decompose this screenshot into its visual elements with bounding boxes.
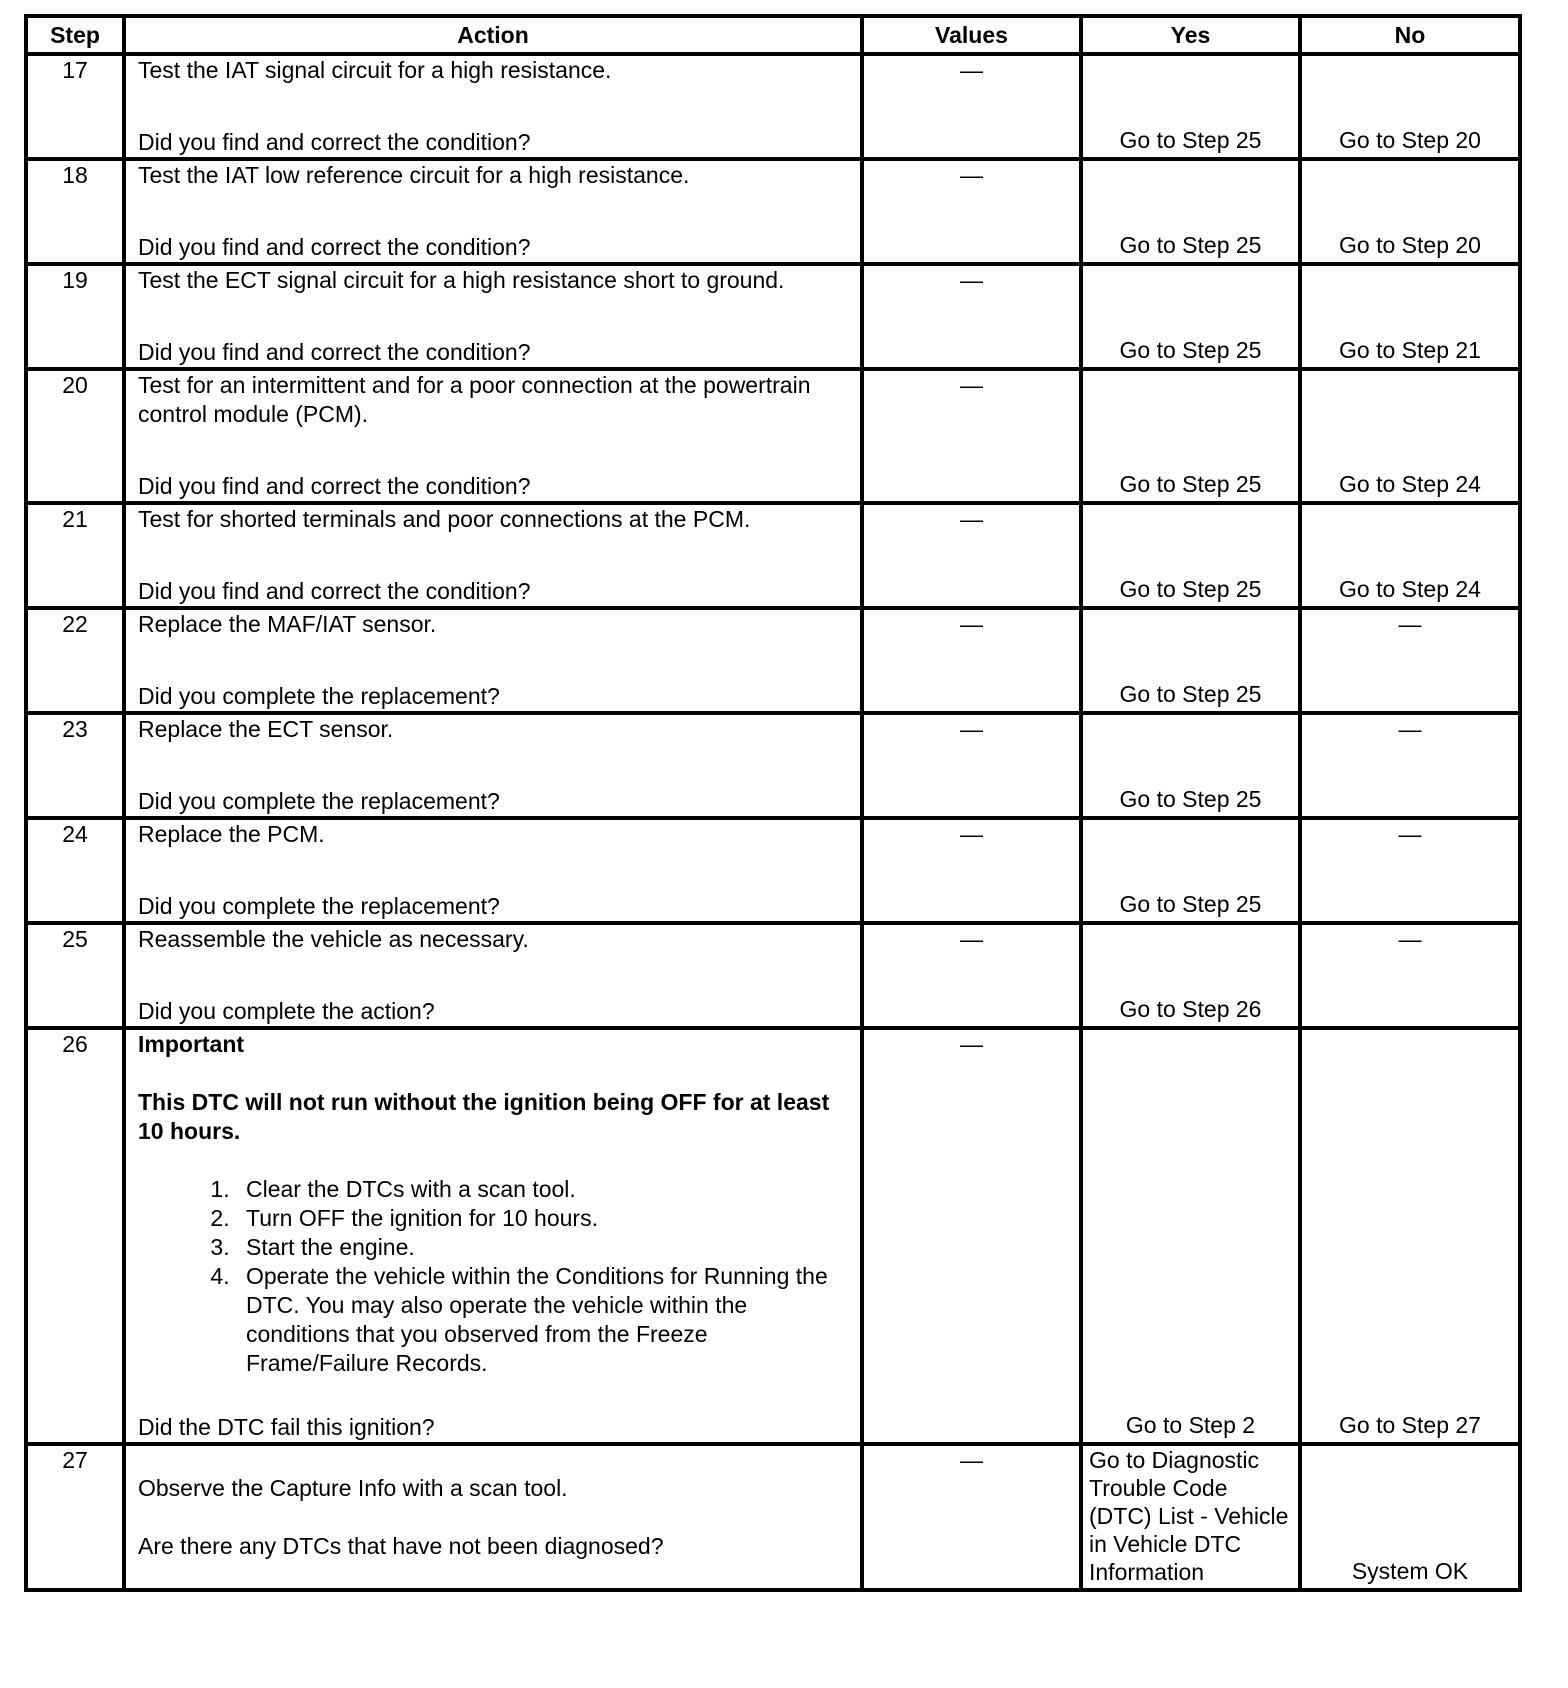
important-block	[138, 1030, 848, 1378]
header-values: Values	[862, 16, 1081, 54]
action-cell	[124, 54, 862, 159]
yes-text: Go to Step 25	[1119, 471, 1262, 497]
table-row	[26, 1028, 1520, 1444]
no-cell: —	[1300, 713, 1520, 818]
yes-cell	[1081, 264, 1300, 369]
no-cell	[1300, 369, 1520, 503]
table-row	[26, 923, 1520, 1028]
action-question: Are there any DTCs that have not been diagnosed?	[138, 1532, 664, 1559]
no-text: Go to Step 20	[1339, 127, 1481, 153]
action-cell	[124, 159, 862, 264]
no-cell: —	[1300, 608, 1520, 713]
action-text: Replace the MAF/IAT sensor.	[138, 611, 437, 637]
step-number: 25	[26, 923, 124, 1028]
yes-text: Go to Step 25	[1119, 681, 1262, 707]
table-row	[26, 608, 1520, 713]
step-number: 24	[26, 818, 124, 923]
list-item: 4. Operate the vehicle within the Conditions for Running the DTC. You may also operate the vehicle within the conditions that you observed from the Freeze Frame/Failure Records.	[236, 1262, 848, 1378]
yes-text: Go to Step 25	[1119, 891, 1262, 917]
yes-text: Go to Diagnostic Trouble Code (DTC) List - Vehicle in Vehicle DTC Information	[1089, 1447, 1289, 1585]
action-cell	[124, 818, 862, 923]
no-text: Go to Step 20	[1339, 232, 1481, 258]
no-cell: —	[1300, 923, 1520, 1028]
action-question: Did you find and correct the condition?	[138, 339, 531, 365]
action-text: Test the IAT low reference circuit for a high resistance.	[138, 162, 690, 188]
table-row	[26, 369, 1520, 503]
yes-cell	[1081, 818, 1300, 923]
yes-text: Go to Step 2	[1125, 1412, 1256, 1438]
action-question: Did you find and correct the condition?	[138, 129, 531, 155]
action-cell	[124, 264, 862, 369]
step-number: 19	[26, 264, 124, 369]
action-question: Did the DTC fail this ignition?	[138, 1414, 435, 1440]
table-row	[26, 503, 1520, 608]
step-number: 23	[26, 713, 124, 818]
diagnostic-table	[24, 14, 1522, 1592]
values-cell: —	[862, 818, 1081, 923]
action-text: Test the IAT signal circuit for a high resistance.	[138, 57, 612, 83]
list-item: 1. Clear the DTCs with a scan tool.	[236, 1175, 848, 1204]
important-title: Important	[138, 1031, 245, 1057]
action-cell	[124, 608, 862, 713]
yes-text: Go to Step 25	[1119, 127, 1262, 153]
no-cell	[1300, 264, 1520, 369]
table-row	[26, 818, 1520, 923]
yes-cell	[1081, 54, 1300, 159]
yes-text: Go to Step 25	[1119, 232, 1262, 258]
action-question: Did you complete the replacement?	[138, 788, 500, 814]
header-action: Action	[124, 16, 862, 54]
step-number: 27	[26, 1444, 124, 1590]
values-cell: —	[862, 503, 1081, 608]
no-cell	[1300, 1028, 1520, 1444]
step-number: 18	[26, 159, 124, 264]
table-row	[26, 54, 1520, 159]
header-no: No	[1300, 16, 1520, 54]
action-text: Observe the Capture Info with a scan tool.	[138, 1474, 568, 1501]
step-number: 22	[26, 608, 124, 713]
action-cell	[124, 923, 862, 1028]
yes-cell	[1081, 1444, 1300, 1590]
yes-text: Go to Step 25	[1119, 337, 1262, 363]
action-cell	[124, 503, 862, 608]
values-cell: —	[862, 264, 1081, 369]
no-cell	[1300, 54, 1520, 159]
action-cell	[124, 1444, 862, 1590]
important-text: This DTC will not run without the ignition being OFF for at least 10 hours.	[138, 1089, 830, 1144]
values-cell: —	[862, 923, 1081, 1028]
action-question: Did you find and correct the condition?	[138, 473, 531, 499]
action-cell	[124, 713, 862, 818]
action-text: Test the ECT signal circuit for a high resistance short to ground.	[138, 267, 785, 293]
values-cell: —	[862, 369, 1081, 503]
no-text: Go to Step 24	[1339, 471, 1481, 497]
step-number: 20	[26, 369, 124, 503]
action-cell	[124, 1028, 862, 1444]
action-text: Reassemble the vehicle as necessary.	[138, 926, 529, 952]
step-number: 26	[26, 1028, 124, 1444]
no-cell: —	[1300, 818, 1520, 923]
header-row	[26, 16, 1520, 54]
no-cell	[1300, 159, 1520, 264]
action-cell	[124, 369, 862, 503]
list-item: 3. Start the engine.	[236, 1233, 848, 1262]
yes-cell	[1081, 923, 1300, 1028]
no-text: Go to Step 27	[1339, 1412, 1481, 1438]
action-question: Did you find and correct the condition?	[138, 578, 531, 604]
action-text: Replace the ECT sensor.	[138, 716, 394, 742]
yes-cell	[1081, 503, 1300, 608]
values-cell: —	[862, 713, 1081, 818]
yes-cell	[1081, 369, 1300, 503]
yes-cell	[1081, 1028, 1300, 1444]
list-item: 2. Turn OFF the ignition for 10 hours.	[236, 1204, 848, 1233]
values-cell: —	[862, 608, 1081, 713]
yes-cell	[1081, 713, 1300, 818]
no-text: Go to Step 24	[1339, 576, 1481, 602]
action-question: Did you complete the replacement?	[138, 893, 500, 919]
step-number: 17	[26, 54, 124, 159]
action-question: Did you complete the replacement?	[138, 683, 500, 709]
action-question: Did you find and correct the condition?	[138, 234, 531, 260]
yes-text: Go to Step 25	[1119, 786, 1262, 812]
action-text: Test for an intermittent and for a poor connection at the powertrain control module (PCM).	[138, 372, 811, 427]
yes-cell	[1081, 608, 1300, 713]
table-row	[26, 159, 1520, 264]
header-yes: Yes	[1081, 16, 1300, 54]
header-step: Step	[26, 16, 124, 54]
action-text: Test for shorted terminals and poor connections at the PCM.	[138, 506, 751, 532]
table-row	[26, 264, 1520, 369]
no-cell	[1300, 503, 1520, 608]
no-cell	[1300, 1444, 1520, 1590]
no-text: Go to Step 21	[1339, 337, 1481, 363]
no-text: System OK	[1351, 1558, 1469, 1584]
step-number: 21	[26, 503, 124, 608]
action-text: Replace the PCM.	[138, 821, 325, 847]
procedure-list	[138, 1175, 848, 1378]
action-question: Did you complete the action?	[138, 998, 435, 1024]
yes-text: Go to Step 26	[1119, 996, 1262, 1022]
values-cell: —	[862, 54, 1081, 159]
values-cell: —	[862, 1444, 1081, 1590]
table-row	[26, 713, 1520, 818]
table-row	[26, 1444, 1520, 1590]
yes-text: Go to Step 25	[1119, 576, 1262, 602]
yes-cell	[1081, 159, 1300, 264]
values-cell: —	[862, 159, 1081, 264]
values-cell: —	[862, 1028, 1081, 1444]
